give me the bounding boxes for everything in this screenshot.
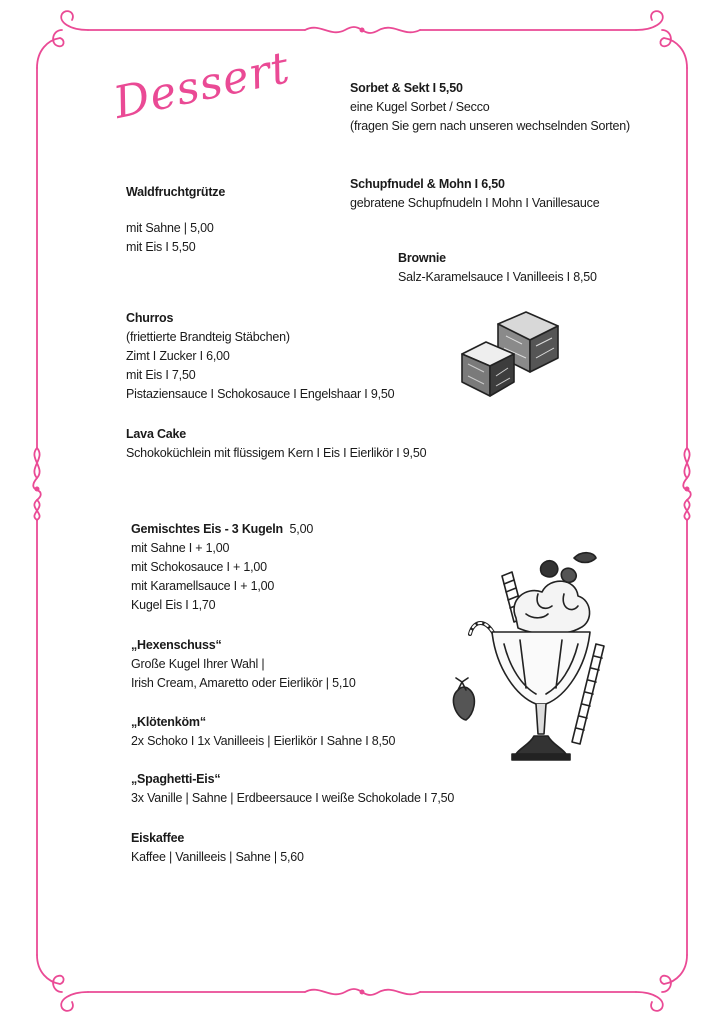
item-title: Gemischtes Eis - 3 Kugeln [131,522,283,536]
menu-item-brownie [398,249,597,287]
item-line: eine Kugel Sorbet / Secco [350,100,490,114]
menu-item-churros [126,309,394,404]
menu-item-sorbet [350,79,630,136]
item-line: Schokoküchlein mit flüssigem Kern I Eis I Eierlikör I 9,50 [126,446,427,460]
menu-item-kloetenkoem [131,713,395,751]
item-line: Zimt I Zucker I 6,00 [126,349,230,363]
item-title: Lava Cake [126,427,187,441]
item-title: Eiskaffee [131,831,185,845]
item-line: (fragen Sie gern nach unseren wechselnden Sorten) [350,119,630,133]
item-title: „Hexenschuss“ [131,638,222,652]
item-line: mit Schokosauce I + 1,00 [131,560,267,574]
item-line: Irish Cream, Amaretto oder Eierlikör | 5,10 [131,676,356,690]
item-title: „Spaghetti-Eis“ [131,772,221,786]
menu-item-hexenschuss [131,636,356,693]
item-line: gebratene Schupfnudeln I Mohn I Vanillesauce [350,196,600,210]
item-line: Kugel Eis I 1,70 [131,598,216,612]
item-title: Schupfnudel & Mohn I 6,50 [350,177,505,191]
item-title: Churros [126,311,174,325]
page-title: Dessert [109,42,295,129]
item-line: mit Sahne I + 1,00 [131,541,230,555]
menu-item-waldfrucht [126,183,225,257]
ice-cream-sundae-illustration [446,548,616,778]
menu-item-eiskaffee [131,829,304,867]
item-line: mit Sahne | 5,00 [126,221,214,235]
item-line: 2x Schoko I 1x Vanilleeis | Eierlikör I Sahne I 8,50 [131,734,396,748]
item-title: Waldfruchtgrütze [126,185,226,199]
menu-item-schupfnudel [350,175,599,213]
item-line: mit Eis I 7,50 [126,368,196,382]
item-line: 3x Vanille | Sahne | Erdbeersauce I weiße Schokolade I 7,50 [131,791,455,805]
item-line: Kaffee | Vanilleeis | Sahne | 5,60 [131,850,304,864]
item-line: mit Eis I 5,50 [126,240,196,254]
menu-item-gemischtes-eis [131,520,313,615]
menu-item-lava-cake [126,425,426,463]
item-line: Große Kugel Ihrer Wahl | [131,657,265,671]
brownie-illustration [456,306,568,402]
item-line: mit Karamellsauce I + 1,00 [131,579,275,593]
item-title: „Klötenköm“ [131,715,206,729]
item-title: Sorbet & Sekt I 5,50 [350,81,463,95]
item-line: (friettierte Brandteig Stäbchen) [126,330,290,344]
item-price: 5,00 [289,522,314,536]
item-title: Brownie [398,251,446,265]
item-line: Salz-Karamelsauce I Vanilleeis I 8,50 [398,270,597,284]
menu-item-spaghetti-eis [131,770,454,808]
item-line: Pistaziensauce I Schokosauce I Engelshaar I 9,50 [126,387,395,401]
